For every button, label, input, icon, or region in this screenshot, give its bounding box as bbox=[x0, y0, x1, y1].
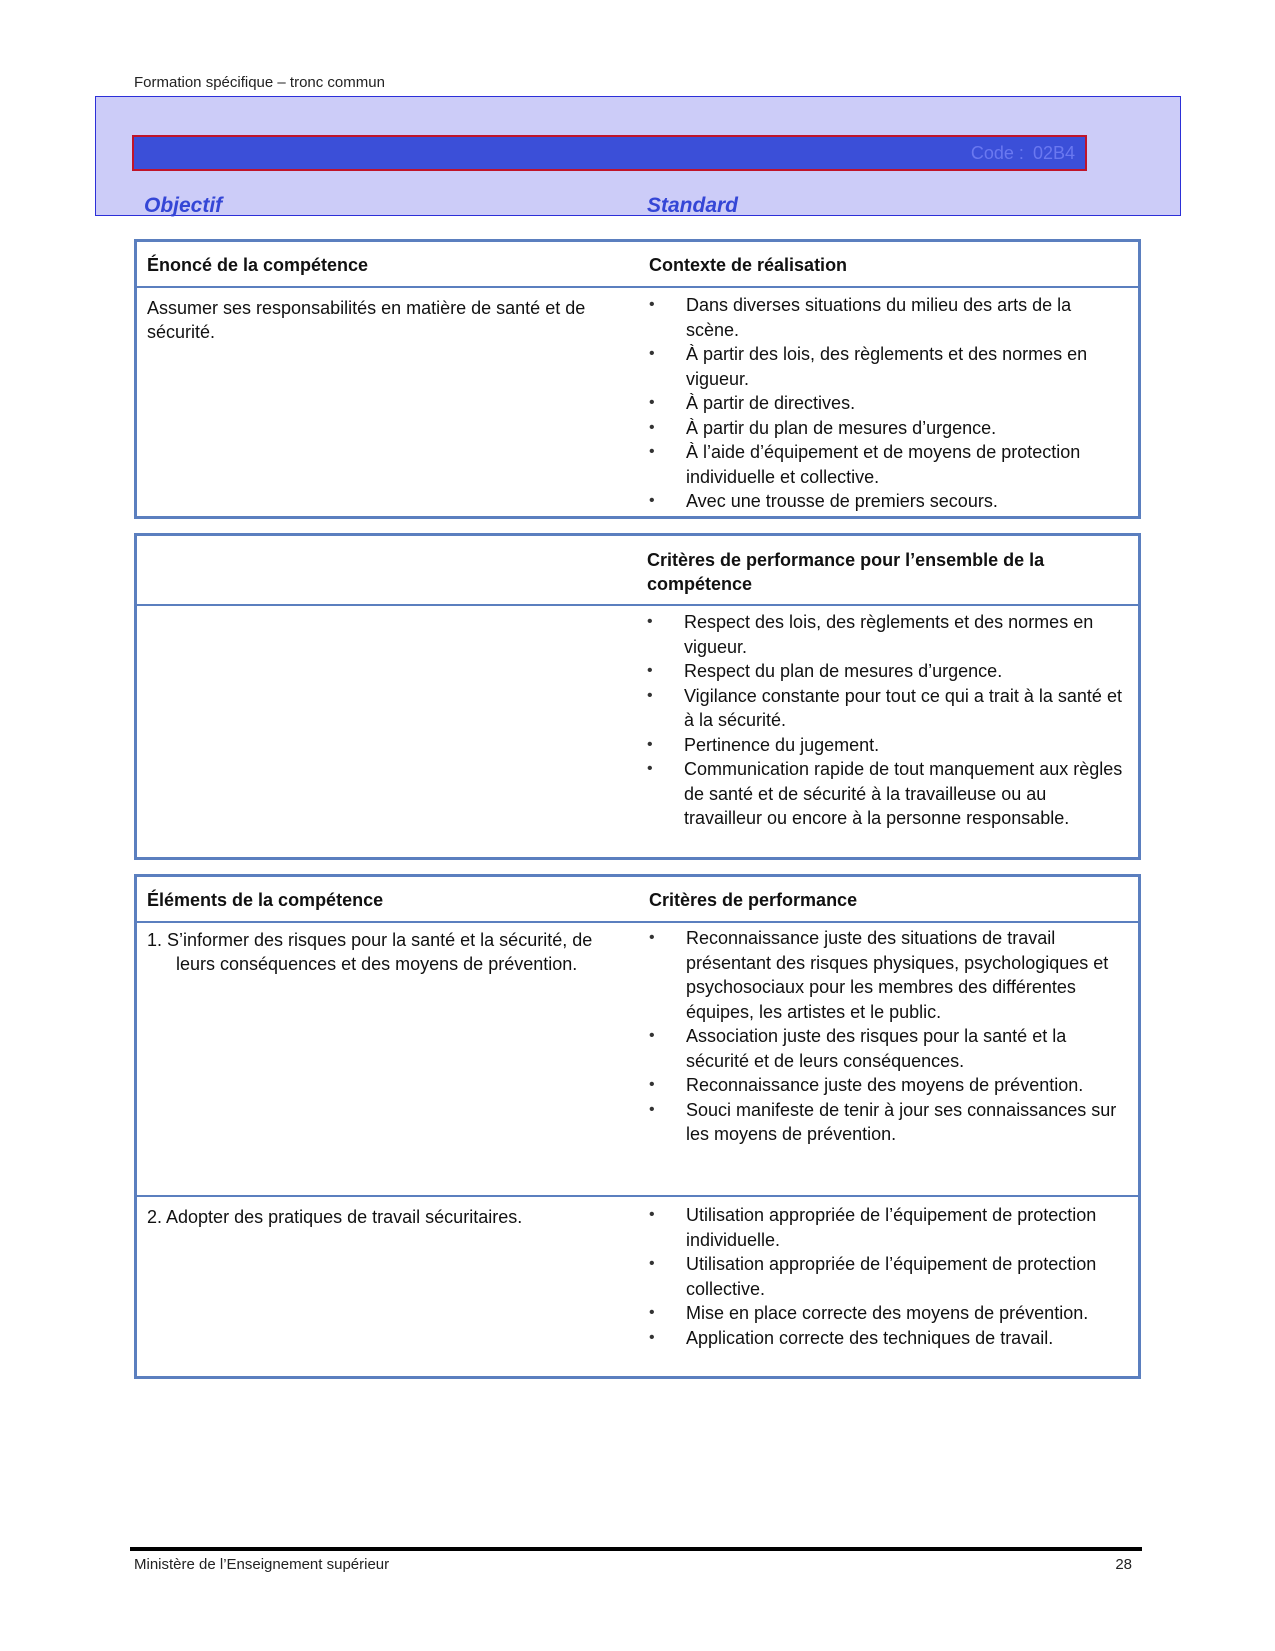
footer-ministry: Ministère de l’Enseignement supérieur bbox=[134, 1556, 390, 1573]
list-item: • À partir de directives. bbox=[649, 391, 1129, 416]
elements-table-header bbox=[137, 877, 1138, 923]
enonce-table-header bbox=[137, 242, 1138, 288]
enonce-text: Assumer ses responsabilités en matière de santé et de sécurité. bbox=[147, 298, 586, 342]
performance-table-header bbox=[137, 536, 1138, 606]
list-item: • À partir des lois, des règlements et des normes en vigueur. bbox=[649, 342, 1129, 391]
enonce-header: Énoncé de la compétence bbox=[147, 255, 369, 275]
list-item: • Utilisation appropriée de l’équipement de protection individuelle. bbox=[649, 1203, 1129, 1252]
objectif-heading: Objectif bbox=[144, 194, 223, 217]
elements-header: Éléments de la compétence bbox=[147, 890, 384, 910]
list-item: • Communication rapide de tout manquement aux règles de santé et de sécurité à la travailleuse ou au travailleur ou encore à la personne responsable. bbox=[647, 757, 1127, 831]
list-item: • Reconnaissance juste des situations de travail présentant des risques physiques, psychologiques et psychosociaux pour les membres des différentes équipes, les artistes et le public. bbox=[649, 926, 1129, 1024]
contexte-list bbox=[649, 293, 1129, 514]
row-divider bbox=[137, 1195, 1138, 1197]
element-2-criteria bbox=[649, 1203, 1129, 1350]
list-item: • Utilisation appropriée de l’équipement de protection collective. bbox=[649, 1252, 1129, 1301]
list-item: • Application correcte des techniques de travail. bbox=[649, 1326, 1129, 1351]
code-bar bbox=[132, 135, 1087, 171]
criteres-header: Critères de performance bbox=[649, 890, 858, 910]
list-item: • Avec une trousse de premiers secours. bbox=[649, 489, 1129, 514]
list-item: • Mise en place correcte des moyens de prévention. bbox=[649, 1301, 1129, 1326]
standard-heading: Standard bbox=[647, 194, 739, 217]
list-item: • Dans diverses situations du milieu des arts de la scène. bbox=[649, 293, 1129, 342]
footer-rule bbox=[130, 1547, 1142, 1551]
code-label: Code : bbox=[970, 143, 1024, 163]
list-item: • Association juste des risques pour la santé et la sécurité et de leurs conséquences. bbox=[649, 1024, 1129, 1073]
performance-table bbox=[134, 533, 1141, 860]
enonce-table bbox=[134, 239, 1141, 519]
list-item: • À l’aide d’équipement et de moyens de protection individuelle et collective. bbox=[649, 440, 1129, 489]
list-item: • Pertinence du jugement. bbox=[647, 733, 1127, 758]
elements-table bbox=[134, 874, 1141, 1379]
running-header: Formation spécifique – tronc commun bbox=[134, 74, 385, 91]
element-1-criteria bbox=[649, 926, 1129, 1147]
list-item: • Souci manifeste de tenir à jour ses connaissances sur les moyens de prévention. bbox=[649, 1098, 1129, 1147]
code-value: 02B4 bbox=[1032, 143, 1075, 163]
list-item: • Reconnaissance juste des moyens de prévention. bbox=[649, 1073, 1129, 1098]
performance-header: Critères de performance pour l’ensemble de la compétence bbox=[647, 550, 1045, 594]
page-number: 28 bbox=[1115, 1556, 1132, 1573]
list-item: • Vigilance constante pour tout ce qui a trait à la santé et à la sécurité. bbox=[647, 684, 1127, 733]
element-2: 2. Adopter des pratiques de travail sécuritaires. bbox=[147, 1207, 523, 1227]
competency-banner bbox=[95, 96, 1181, 216]
performance-list bbox=[647, 610, 1127, 831]
element-1: 1. S’informer des risques pour la santé et la sécurité, de leurs conséquences et des moyens de prévention. bbox=[147, 930, 593, 974]
competency-code bbox=[967, 143, 1075, 164]
list-item: • Respect des lois, des règlements et des normes en vigueur. bbox=[647, 610, 1127, 659]
list-item: • Respect du plan de mesures d’urgence. bbox=[647, 659, 1127, 684]
contexte-header: Contexte de réalisation bbox=[649, 255, 848, 275]
list-item: • À partir du plan de mesures d’urgence. bbox=[649, 416, 1129, 441]
